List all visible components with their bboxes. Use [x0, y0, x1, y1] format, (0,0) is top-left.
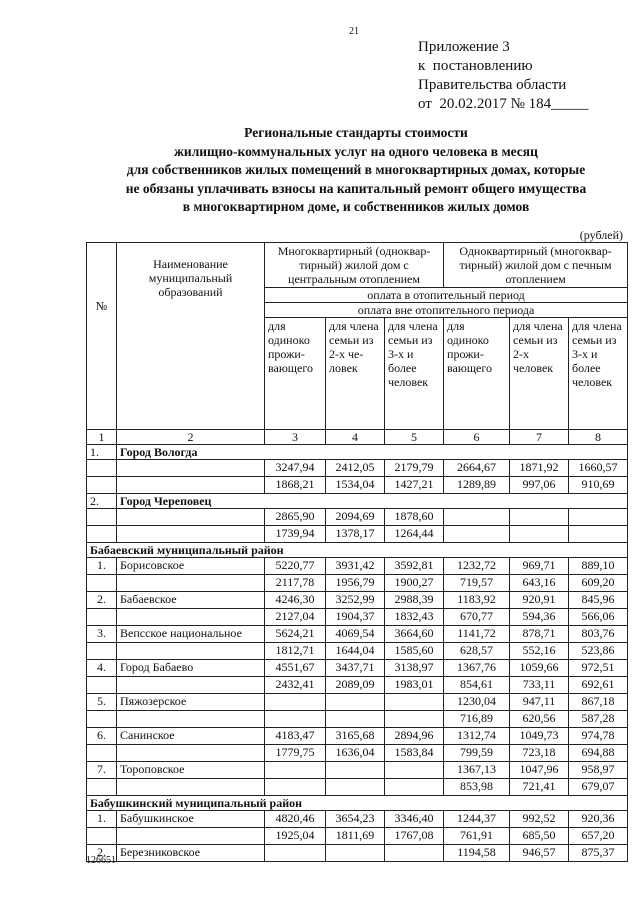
appendix-line: к постановлению [418, 58, 533, 74]
value-cell: 723,18 [510, 745, 569, 762]
value-cell: 2089,09 [326, 677, 385, 694]
settlement-name: Бабушкинское [117, 811, 265, 828]
header-stove-heating: Одноквартирный (многоквар-тирный) жилой дом с печным отоплением [444, 243, 628, 288]
settlement-number: 6. [87, 728, 117, 745]
column-number: 3 [265, 430, 326, 445]
settlement-name: Санинское [117, 728, 265, 745]
value-cell: 4183,47 [265, 728, 326, 745]
district-name: Бабушкинский муниципальный район [87, 796, 628, 811]
value-cell: 609,20 [569, 575, 628, 592]
header-non-heating-period: оплата вне отопительного периода [265, 303, 628, 318]
value-cell: 2094,69 [326, 509, 385, 526]
table-row [87, 592, 628, 609]
table-row [87, 575, 628, 592]
title-line: Региональные стандарты стоимости [244, 125, 468, 140]
value-cell [265, 845, 326, 862]
value-cell [326, 694, 385, 711]
subcol-header: для одиноко прожи-вающего [265, 318, 326, 430]
value-cell: 1868,21 [265, 477, 326, 494]
value-cell: 803,76 [569, 626, 628, 643]
value-cell: 1636,04 [326, 745, 385, 762]
title-line: в многоквартирном доме, и собственников жилых домов [182, 199, 530, 214]
value-cell: 1644,04 [326, 643, 385, 660]
table-body [87, 445, 628, 862]
value-cell: 2664,67 [444, 460, 510, 477]
value-cell [265, 762, 326, 779]
value-cell: 947,11 [510, 694, 569, 711]
table-row [87, 828, 628, 845]
column-number: 2 [117, 430, 265, 445]
value-cell: 974,78 [569, 728, 628, 745]
empty-cell [117, 643, 265, 660]
value-cell: 920,36 [569, 811, 628, 828]
value-cell: 1232,72 [444, 558, 510, 575]
value-cell: 969,71 [510, 558, 569, 575]
settlement-number: 1. [87, 811, 117, 828]
value-cell: 997,06 [510, 477, 569, 494]
value-cell: 1264,44 [385, 526, 444, 543]
value-cell [265, 711, 326, 728]
value-cell [510, 526, 569, 543]
value-cell: 1427,21 [385, 477, 444, 494]
settlement-number: 3. [87, 626, 117, 643]
value-cell [326, 711, 385, 728]
title-line: не обязаны уплачивать взносы на капитальный ремонт общего имущества [125, 180, 587, 196]
settlement-name: Борисовское [117, 558, 265, 575]
subcol-header: для члена семьи из 2-х че-ловек [326, 318, 385, 430]
value-cell: 992,52 [510, 811, 569, 828]
appendix-line: от 20.02.2017 № 184_____ [418, 96, 589, 112]
value-cell: 5220,77 [265, 558, 326, 575]
value-cell [510, 509, 569, 526]
value-cell: 1660,57 [569, 460, 628, 477]
value-cell: 946,57 [510, 845, 569, 862]
settlement-number: 5. [87, 694, 117, 711]
value-cell: 3654,23 [326, 811, 385, 828]
value-cell: 1367,13 [444, 762, 510, 779]
district-row [87, 543, 628, 558]
value-cell: 2988,39 [385, 592, 444, 609]
table-row [87, 711, 628, 728]
header-num: № [87, 243, 117, 430]
value-cell: 4820,46 [265, 811, 326, 828]
value-cell: 3346,40 [385, 811, 444, 828]
settlement-number: 4. [87, 660, 117, 677]
document-code: 126651 [86, 855, 116, 866]
value-cell: 1059,66 [510, 660, 569, 677]
empty-cell [87, 711, 117, 728]
value-cell: 5624,21 [265, 626, 326, 643]
empty-cell [117, 711, 265, 728]
value-cell: 679,07 [569, 779, 628, 796]
settlement-name: Тороповское [117, 762, 265, 779]
value-cell: 1779,75 [265, 745, 326, 762]
value-cell [265, 694, 326, 711]
value-cell [385, 762, 444, 779]
value-cell: 1194,58 [444, 845, 510, 862]
table-row [87, 460, 628, 477]
value-cell: 692,61 [569, 677, 628, 694]
subcol-header: для одиноко прожи-вающего [444, 318, 510, 430]
value-cell: 799,59 [444, 745, 510, 762]
value-cell: 2865,90 [265, 509, 326, 526]
value-cell: 2127,04 [265, 609, 326, 626]
appendix-line: Правительства области [418, 77, 567, 93]
table-row [87, 643, 628, 660]
value-cell: 721,41 [510, 779, 569, 796]
value-cell: 889,10 [569, 558, 628, 575]
value-cell: 958,97 [569, 762, 628, 779]
value-cell [326, 762, 385, 779]
value-cell: 1904,37 [326, 609, 385, 626]
entity-row [87, 445, 628, 460]
value-cell: 3592,81 [385, 558, 444, 575]
value-cell: 719,57 [444, 575, 510, 592]
value-cell: 1956,79 [326, 575, 385, 592]
value-cell: 1534,04 [326, 477, 385, 494]
empty-cell [87, 779, 117, 796]
page-number: 21 [349, 26, 359, 37]
value-cell: 1925,04 [265, 828, 326, 845]
value-cell: 1049,73 [510, 728, 569, 745]
value-cell: 2117,78 [265, 575, 326, 592]
table-row [87, 728, 628, 745]
value-cell: 3165,68 [326, 728, 385, 745]
value-cell: 670,77 [444, 609, 510, 626]
settlement-number: 2. [87, 845, 117, 862]
value-cell: 566,06 [569, 609, 628, 626]
value-cell: 1312,74 [444, 728, 510, 745]
value-cell: 3138,97 [385, 660, 444, 677]
empty-cell [117, 745, 265, 762]
value-cell: 694,88 [569, 745, 628, 762]
value-cell: 1767,08 [385, 828, 444, 845]
value-cell: 1244,37 [444, 811, 510, 828]
value-cell: 1141,72 [444, 626, 510, 643]
value-cell [265, 779, 326, 796]
table-row [87, 626, 628, 643]
value-cell: 1812,71 [265, 643, 326, 660]
value-cell: 845,96 [569, 592, 628, 609]
settlement-name: Вепсское национальное [117, 626, 265, 643]
empty-cell [87, 643, 117, 660]
value-cell: 2179,79 [385, 460, 444, 477]
value-cell: 1983,01 [385, 677, 444, 694]
settlement-name: Пяжозерское [117, 694, 265, 711]
value-cell: 643,16 [510, 575, 569, 592]
value-cell: 1871,92 [510, 460, 569, 477]
table-row [87, 762, 628, 779]
empty-cell [117, 509, 265, 526]
value-cell: 920,91 [510, 592, 569, 609]
units-label: (рублей) [579, 228, 623, 242]
column-number: 6 [444, 430, 510, 445]
value-cell: 4069,54 [326, 626, 385, 643]
value-cell [385, 779, 444, 796]
value-cell [569, 509, 628, 526]
value-cell: 587,28 [569, 711, 628, 728]
entity-name: Город Череповец [117, 494, 628, 509]
value-cell: 1878,60 [385, 509, 444, 526]
empty-cell [117, 677, 265, 694]
entity-name: Город Вологда [117, 445, 628, 460]
subcol-header: для члена семьи из 3-х и более человек [569, 318, 628, 430]
value-cell: 1585,60 [385, 643, 444, 660]
value-cell: 4551,67 [265, 660, 326, 677]
table-row [87, 677, 628, 694]
value-cell: 716,89 [444, 711, 510, 728]
empty-cell [87, 677, 117, 694]
value-cell: 685,50 [510, 828, 569, 845]
value-cell [385, 845, 444, 862]
settlement-number: 1. [87, 558, 117, 575]
table-row [87, 526, 628, 543]
value-cell: 733,11 [510, 677, 569, 694]
table-row [87, 745, 628, 762]
value-cell: 1900,27 [385, 575, 444, 592]
value-cell: 1739,94 [265, 526, 326, 543]
column-number: 4 [326, 430, 385, 445]
entity-row [87, 494, 628, 509]
column-number: 5 [385, 430, 444, 445]
value-cell: 1230,04 [444, 694, 510, 711]
empty-cell [87, 745, 117, 762]
table-row [87, 609, 628, 626]
value-cell: 1047,96 [510, 762, 569, 779]
empty-cell [117, 526, 265, 543]
empty-cell [117, 477, 265, 494]
value-cell: 552,16 [510, 643, 569, 660]
settlement-number: 7. [87, 762, 117, 779]
value-cell: 3437,71 [326, 660, 385, 677]
column-number: 1 [87, 430, 117, 445]
value-cell: 4246,30 [265, 592, 326, 609]
value-cell: 854,61 [444, 677, 510, 694]
table-row [87, 477, 628, 494]
empty-cell [117, 779, 265, 796]
subcol-header: для члена семьи из 3-х и более человек [385, 318, 444, 430]
empty-cell [117, 575, 265, 592]
header-central-heating: Многоквартирный (одноквар-тирный) жилой дом с центральным отоплением [265, 243, 444, 288]
subcol-header: для члена семьи из 2-х человек [510, 318, 569, 430]
value-cell [385, 711, 444, 728]
value-cell: 1832,43 [385, 609, 444, 626]
appendix-line: Приложение 3 [418, 39, 510, 55]
empty-cell [117, 460, 265, 477]
table-row [87, 660, 628, 677]
value-cell: 1378,17 [326, 526, 385, 543]
value-cell: 3931,42 [326, 558, 385, 575]
empty-cell [87, 609, 117, 626]
settlement-name: Березниковское [117, 845, 265, 862]
value-cell: 1367,76 [444, 660, 510, 677]
document-title [86, 124, 626, 217]
empty-cell [117, 609, 265, 626]
table-row [87, 694, 628, 711]
value-cell [385, 694, 444, 711]
district-name: Бабаевский муниципальный район [87, 543, 628, 558]
value-cell: 3664,60 [385, 626, 444, 643]
empty-cell [87, 477, 117, 494]
title-line: для собственников жилых помещений в многоквартирных домах, которые [126, 162, 586, 177]
table-row [87, 509, 628, 526]
value-cell [444, 526, 510, 543]
column-number: 7 [510, 430, 569, 445]
entity-number: 1. [87, 445, 117, 460]
value-cell: 3252,99 [326, 592, 385, 609]
header-heating-period: оплата в отопительный период [265, 288, 628, 303]
value-cell: 1811,69 [326, 828, 385, 845]
value-cell: 3247,94 [265, 460, 326, 477]
table-row [87, 558, 628, 575]
value-cell: 761,91 [444, 828, 510, 845]
value-cell: 875,37 [569, 845, 628, 862]
district-row [87, 796, 628, 811]
value-cell: 1583,84 [385, 745, 444, 762]
value-cell: 657,20 [569, 828, 628, 845]
value-cell [326, 845, 385, 862]
value-cell: 1183,92 [444, 592, 510, 609]
column-number: 8 [569, 430, 628, 445]
empty-cell [117, 828, 265, 845]
value-cell [569, 526, 628, 543]
table-row [87, 779, 628, 796]
settlement-name: Бабаевское [117, 592, 265, 609]
empty-cell [87, 828, 117, 845]
settlement-number: 2. [87, 592, 117, 609]
value-cell: 2894,96 [385, 728, 444, 745]
value-cell: 523,86 [569, 643, 628, 660]
empty-cell [87, 460, 117, 477]
value-cell: 2432,41 [265, 677, 326, 694]
table-row [87, 845, 628, 862]
value-cell [444, 509, 510, 526]
value-cell: 628,57 [444, 643, 510, 660]
settlement-name: Город Бабаево [117, 660, 265, 677]
value-cell: 972,51 [569, 660, 628, 677]
header-name: Наименование муниципальный образований [117, 243, 265, 430]
value-cell: 878,71 [510, 626, 569, 643]
entity-number: 2. [87, 494, 117, 509]
appendix-reference [418, 38, 589, 114]
standards-table [86, 242, 628, 862]
empty-cell [87, 526, 117, 543]
value-cell: 910,69 [569, 477, 628, 494]
value-cell: 2412,05 [326, 460, 385, 477]
value-cell: 1289,89 [444, 477, 510, 494]
empty-cell [87, 509, 117, 526]
table-row [87, 811, 628, 828]
title-line: жилищно-коммунальных услуг на одного человека в месяц [174, 143, 538, 159]
value-cell: 853,98 [444, 779, 510, 796]
value-cell: 867,18 [569, 694, 628, 711]
value-cell: 620,56 [510, 711, 569, 728]
empty-cell [87, 575, 117, 592]
value-cell [326, 779, 385, 796]
value-cell: 594,36 [510, 609, 569, 626]
